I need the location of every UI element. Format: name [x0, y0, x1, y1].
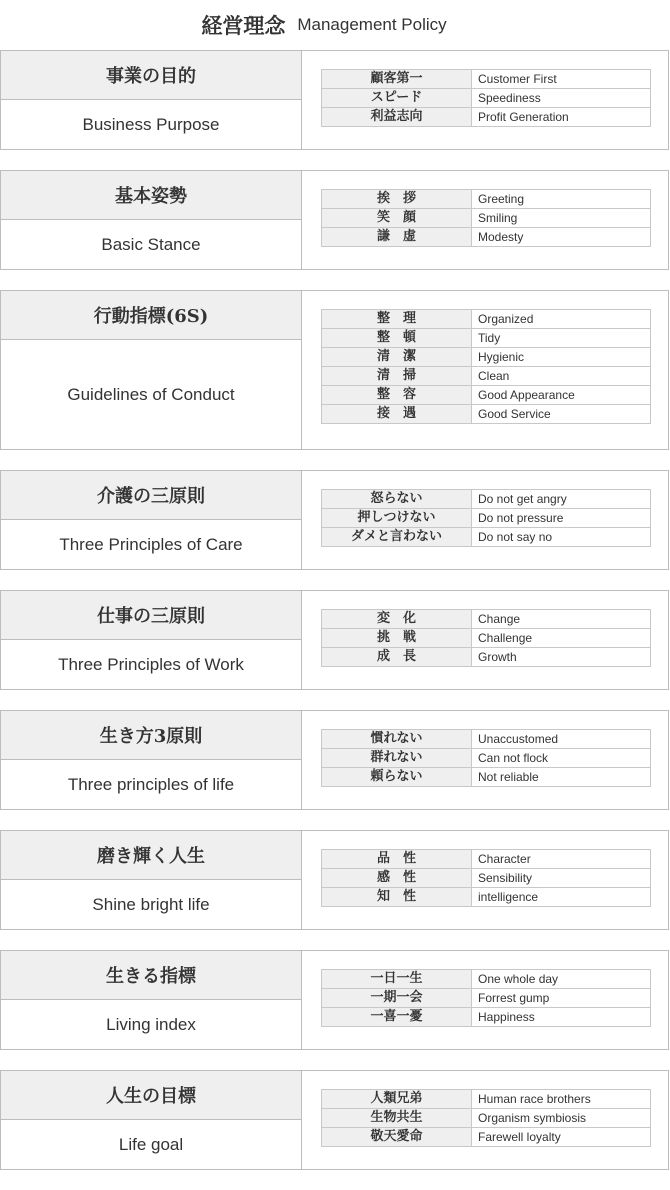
policy-section	[0, 470, 669, 570]
section-items-block	[302, 1071, 668, 1169]
section-title-jp: 仕事の三原則	[1, 591, 301, 640]
section-title-en: Life goal	[118, 1134, 184, 1154]
item-jp: 一期一会	[322, 989, 472, 1008]
item-jp: 感 性	[322, 869, 472, 888]
items-table	[321, 1089, 651, 1147]
items-table	[321, 189, 651, 247]
section-title-block	[1, 471, 302, 569]
item-jp: 顧客第一	[322, 70, 472, 89]
item-jp: 押しつけない	[322, 509, 472, 528]
item-jp: 知 性	[322, 888, 472, 907]
page-title-jp: 経営理念	[201, 13, 286, 38]
table-row	[322, 528, 651, 547]
item-en: Greeting	[472, 190, 651, 209]
item-jp: 怒らない	[322, 490, 472, 509]
table-row	[322, 610, 651, 629]
item-jp: 整 理	[322, 310, 472, 329]
section-items-block	[302, 51, 668, 149]
item-jp: 生物共生	[322, 1109, 472, 1128]
item-en: Do not pressure	[472, 509, 651, 528]
section-items-block	[302, 831, 668, 929]
section-title-jp: 生き方3原則	[1, 711, 301, 760]
item-jp: 一喜一憂	[322, 1008, 472, 1027]
item-en: Modesty	[472, 228, 651, 247]
item-en: Good Appearance	[472, 386, 651, 405]
section-items-block	[302, 711, 668, 809]
item-jp: 笑 顔	[322, 209, 472, 228]
table-row	[322, 228, 651, 247]
table-row	[322, 869, 651, 888]
item-jp: 整 頓	[322, 329, 472, 348]
table-row	[322, 405, 651, 424]
item-en: Clean	[472, 367, 651, 386]
item-en: Organized	[472, 310, 651, 329]
item-jp: 成 長	[322, 648, 472, 667]
item-jp: 人類兄弟	[322, 1090, 472, 1109]
items-table	[321, 69, 651, 127]
section-title-block	[1, 171, 302, 269]
section-title-block	[1, 951, 302, 1049]
table-row	[322, 490, 651, 509]
item-jp: 接 遇	[322, 405, 472, 424]
table-row	[322, 850, 651, 869]
table-row	[322, 749, 651, 768]
item-jp: 敬天愛命	[322, 1128, 472, 1147]
item-jp: 頼らない	[322, 768, 472, 787]
section-items-block	[302, 951, 668, 1049]
item-jp: 清 掃	[322, 367, 472, 386]
item-en: Speediness	[472, 89, 651, 108]
items-table	[321, 969, 651, 1027]
item-en: Human race brothers	[472, 1090, 651, 1109]
section-title-jp: 基本姿勢	[1, 171, 301, 220]
table-row	[322, 1109, 651, 1128]
item-en: One whole day	[472, 970, 651, 989]
policy-section	[0, 1070, 669, 1170]
policy-section	[0, 50, 669, 150]
section-title-block	[1, 1071, 302, 1169]
table-row	[322, 70, 651, 89]
item-en: Change	[472, 610, 651, 629]
section-title-block	[1, 51, 302, 149]
item-en: Forrest gump	[472, 989, 651, 1008]
items-table	[321, 849, 651, 907]
item-en: intelligence	[472, 888, 651, 907]
table-row	[322, 888, 651, 907]
policy-section	[0, 830, 669, 930]
policy-section	[0, 590, 669, 690]
item-en: Hygienic	[472, 348, 651, 367]
item-jp: ダメと言わない	[322, 528, 472, 547]
item-en: Tidy	[472, 329, 651, 348]
section-items-block	[302, 471, 668, 569]
item-en: Can not flock	[472, 749, 651, 768]
page-header	[0, 0, 670, 50]
table-row	[322, 648, 651, 667]
table-row	[322, 629, 651, 648]
section-title-en: Three Principles of Care	[59, 534, 243, 554]
section-title-jp: 人生の目標	[1, 1071, 301, 1120]
items-table	[321, 309, 651, 424]
item-en: Profit Generation	[472, 108, 651, 127]
section-title-en: Guidelines of Conduct	[67, 384, 235, 404]
item-en: Not reliable	[472, 768, 651, 787]
item-en: Character	[472, 850, 651, 869]
table-row	[322, 730, 651, 749]
section-title-en: Three Principles of Work	[58, 654, 244, 674]
table-row	[322, 386, 651, 405]
item-jp: 挨 拶	[322, 190, 472, 209]
item-jp: 群れない	[322, 749, 472, 768]
table-row	[322, 190, 651, 209]
items-table	[321, 729, 651, 787]
page-title-en: Management Policy	[297, 15, 447, 34]
section-title-en: Business Purpose	[82, 114, 220, 134]
table-row	[322, 209, 651, 228]
section-title-jp: 事業の目的	[1, 51, 301, 100]
table-row	[322, 1090, 651, 1109]
item-jp: 謙 虚	[322, 228, 472, 247]
table-row	[322, 768, 651, 787]
section-title-en: Shine bright life	[92, 894, 210, 914]
section-items-block	[302, 291, 668, 449]
table-row	[322, 970, 651, 989]
item-en: Organism symbiosis	[472, 1109, 651, 1128]
table-row	[322, 367, 651, 386]
section-title-block	[1, 711, 302, 809]
policy-section	[0, 710, 669, 810]
table-row	[322, 1008, 651, 1027]
item-en: Do not get angry	[472, 490, 651, 509]
section-title-block	[1, 591, 302, 689]
item-en: Happiness	[472, 1008, 651, 1027]
policy-section	[0, 950, 669, 1050]
section-title-jp: 磨き輝く人生	[1, 831, 301, 880]
item-en: Challenge	[472, 629, 651, 648]
section-title-jp: 生きる指標	[1, 951, 301, 1000]
table-row	[322, 348, 651, 367]
item-en: Farewell loyalty	[472, 1128, 651, 1147]
item-jp: 変 化	[322, 610, 472, 629]
policy-section	[0, 290, 669, 450]
table-row	[322, 509, 651, 528]
table-row	[322, 108, 651, 127]
item-jp: 品 性	[322, 850, 472, 869]
items-table	[321, 609, 651, 667]
item-jp: スピード	[322, 89, 472, 108]
section-title-jp: 行動指標(6S)	[1, 291, 301, 340]
item-jp: 一日一生	[322, 970, 472, 989]
section-items-block	[302, 591, 668, 689]
table-row	[322, 89, 651, 108]
item-jp: 整 容	[322, 386, 472, 405]
policy-section	[0, 170, 669, 270]
item-en: Do not say no	[472, 528, 651, 547]
section-items-block	[302, 171, 668, 269]
table-row	[322, 1128, 651, 1147]
item-en: Good Service	[472, 405, 651, 424]
section-title-en: Living index	[106, 1014, 196, 1034]
item-en: Growth	[472, 648, 651, 667]
item-en: Sensibility	[472, 869, 651, 888]
item-en: Unaccustomed	[472, 730, 651, 749]
item-jp: 挑 戦	[322, 629, 472, 648]
section-title-jp: 介護の三原則	[1, 471, 301, 520]
item-en: Smiling	[472, 209, 651, 228]
item-jp: 清 潔	[322, 348, 472, 367]
section-title-en: Basic Stance	[101, 234, 201, 254]
item-jp: 利益志向	[322, 108, 472, 127]
table-row	[322, 989, 651, 1008]
section-title-en: Three principles of life	[67, 774, 235, 794]
item-jp: 慣れない	[322, 730, 472, 749]
table-row	[322, 310, 651, 329]
items-table	[321, 489, 651, 547]
section-title-block	[1, 291, 302, 449]
item-en: Customer First	[472, 70, 651, 89]
section-title-block	[1, 831, 302, 929]
table-row	[322, 329, 651, 348]
